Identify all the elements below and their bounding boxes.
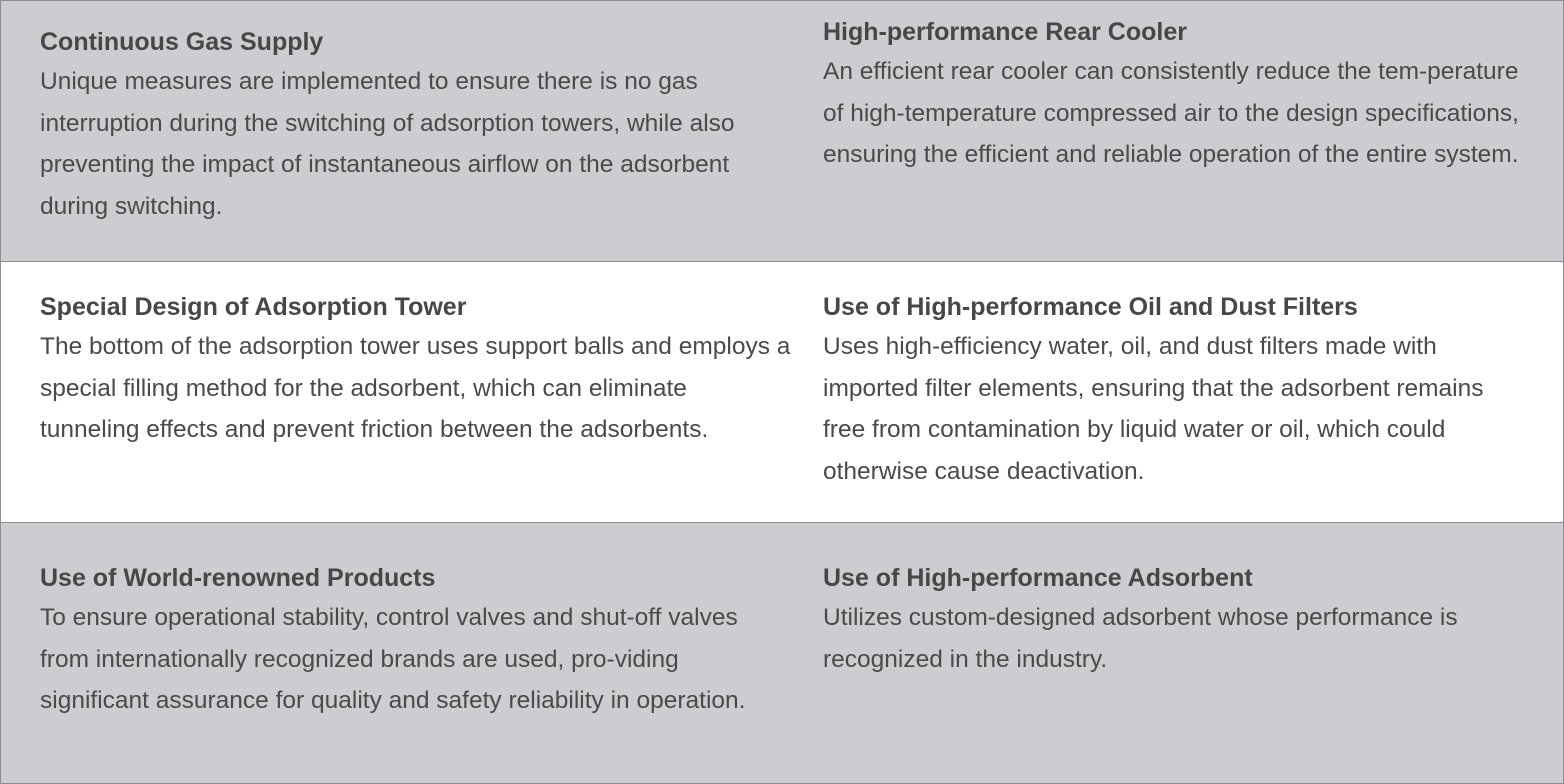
feature-cell-rear-cooler <box>823 15 1523 176</box>
feature-description: Unique measures are implemented to ensure there is no gas interruption during the switching of adsorption towers, while also preventing the impact of instantaneous airflow on the adsorbent during switching. <box>40 68 735 220</box>
feature-cell-adsorbent <box>823 561 1523 680</box>
feature-cell-continuous-gas-supply <box>40 25 792 227</box>
feature-row-2 <box>0 261 1564 523</box>
feature-cell-oil-dust-filters <box>823 290 1523 492</box>
feature-description: Uses high-efficiency water, oil, and dust filters made with imported filter elements, ensuring that the adsorbent remains free from contamination by liquid water or oil, which could otherwise cause deactivation. <box>823 333 1484 485</box>
feature-title: Use of High-performance Oil and Dust Filters <box>823 293 1358 321</box>
feature-cell-world-renowned-products <box>40 561 792 722</box>
feature-description: The bottom of the adsorption tower uses support balls and employs a special filling method for the adsorbent, which can eliminate tunneling effects and prevent friction between the adsorbents. <box>40 333 791 444</box>
feature-description: To ensure operational stability, control valves and shut-off valves from internationally recognized brands are used, pro-viding significant assurance for quality and safety reliability in operation. <box>40 604 746 715</box>
feature-cell-adsorption-tower <box>40 290 792 451</box>
feature-title: Continuous Gas Supply <box>40 28 324 56</box>
feature-description: Utilizes custom-designed adsorbent whose performance is recognized in the industry. <box>823 604 1458 673</box>
feature-title: High-performance Rear Cooler <box>823 18 1187 46</box>
feature-description: An efficient rear cooler can consistently reduce the tem-perature of high-temperature compressed air to the design specifications, ensuring the efficient and reliable operation of the entire system. <box>823 58 1519 169</box>
feature-title: Use of High-performance Adsorbent <box>823 564 1253 592</box>
feature-row-1 <box>0 0 1564 262</box>
feature-title: Special Design of Adsorption Tower <box>40 293 467 321</box>
feature-row-3 <box>0 522 1564 784</box>
feature-title: Use of World-renowned Products <box>40 564 436 592</box>
